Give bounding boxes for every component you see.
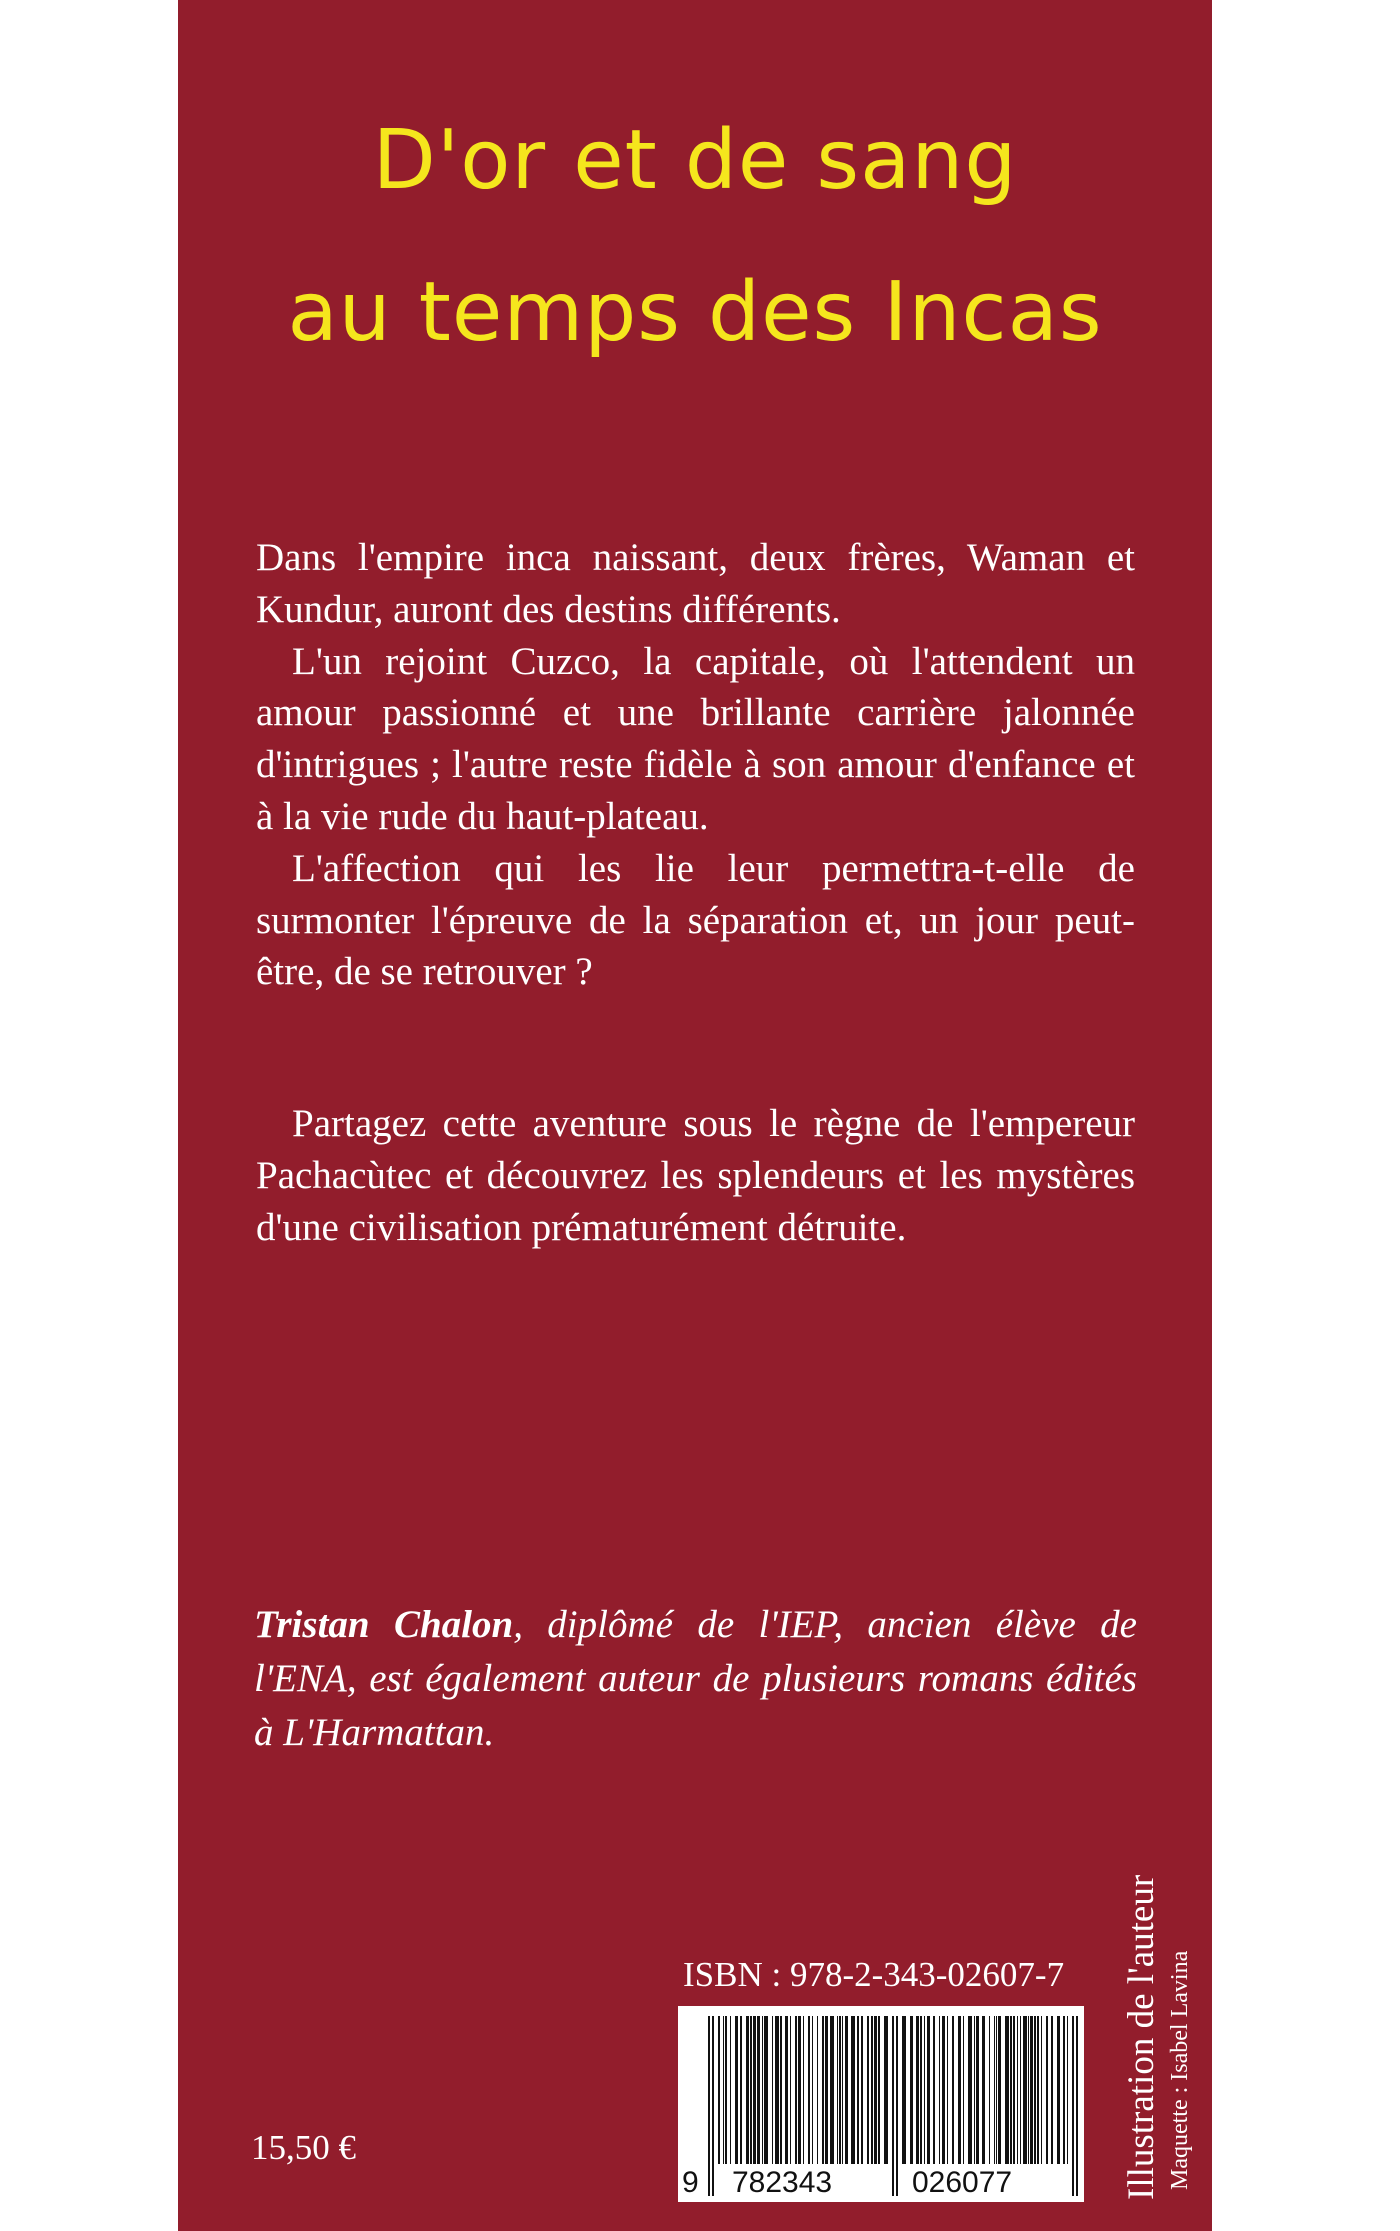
barcode-bar <box>798 2016 801 2164</box>
barcode-bar <box>740 2016 742 2164</box>
barcode-bar <box>772 2016 773 2164</box>
barcode-bar <box>976 2016 979 2164</box>
closing-paragraph: Partagez cette aventure sous le règne de l'empereur Pachacùtec et découvrez les splendeurs et les mystères d'une civilisation prématurément détruite. <box>256 1102 1135 1249</box>
author-name: Tristan Chalon <box>254 1603 514 1646</box>
barcode-bar <box>1057 2016 1060 2164</box>
barcode-bar <box>803 2016 804 2164</box>
barcode-bar <box>723 2016 724 2164</box>
barcode-bar <box>871 2016 873 2164</box>
barcode-bar <box>968 2016 972 2164</box>
barcode-bar <box>896 2016 898 2196</box>
barcode-bar <box>1067 2016 1068 2164</box>
barcode-bar <box>924 2016 925 2164</box>
book-back-cover <box>178 0 1212 2231</box>
barcode-bar <box>757 2016 760 2164</box>
barcode-bar <box>785 2016 788 2164</box>
barcode-bar <box>1028 2016 1029 2164</box>
barcode-bar <box>750 2016 752 2164</box>
barcode-bar <box>1010 2016 1012 2164</box>
barcode-bar <box>861 2016 863 2164</box>
barcode-bar <box>708 2016 710 2196</box>
barcode-bar <box>994 2016 995 2164</box>
barcode-bar <box>1020 2016 1021 2164</box>
barcode-bar <box>1017 2016 1018 2164</box>
barcode-bar <box>942 2016 945 2164</box>
barcode-bar <box>764 2016 768 2164</box>
summary-paragraph-3: L'affection qui les lie leur permettra-t-elle de surmonter l'épreuve de la séparation et, un jour peut-être, de se retrouver ? <box>256 846 1135 994</box>
barcode-bar <box>735 2016 738 2164</box>
isbn-barcode <box>678 2006 1084 2202</box>
barcode-bar <box>878 2016 880 2164</box>
barcode-bar <box>892 2016 894 2196</box>
barcode-bar <box>845 2016 848 2164</box>
barcode-bar <box>753 2016 756 2164</box>
barcode-bar <box>947 2016 948 2164</box>
barcode-bar <box>842 2016 843 2164</box>
barcode-bar <box>812 2016 813 2164</box>
barcode-bar <box>725 2016 727 2164</box>
illustration-credit: Illustration de l'auteur <box>1121 1874 1162 2200</box>
barcode-bar <box>927 2016 930 2164</box>
barcode-bar <box>1037 2016 1039 2164</box>
author-bio-text: , diplômé de l'IEP, ancien élève de l'ENA, est également auteur de plusieurs romans édités à L'Harmattan. <box>254 1603 1137 1754</box>
barcode-digits-right: 026077 <box>912 2166 1013 2199</box>
summary-paragraph-1: Dans l'empire inca naissant, deux frères, Waman et Kundur, auront des destins différents. <box>256 536 1135 631</box>
barcode-bar <box>746 2016 749 2164</box>
barcode-bar <box>780 2016 782 2164</box>
title-line-2: au temps des Incas <box>287 265 1103 360</box>
barcode-bar <box>762 2016 763 2164</box>
barcode-bar <box>839 2016 841 2164</box>
barcode-bar <box>775 2016 779 2164</box>
barcode-bar <box>1041 2016 1042 2164</box>
barcode-bar <box>1046 2016 1048 2164</box>
barcode-bar <box>910 2016 913 2164</box>
barcode-bar <box>996 2016 997 2164</box>
barcode-bar <box>817 2016 818 2164</box>
barcode-bar <box>916 2016 919 2164</box>
barcode-bar <box>1005 2016 1009 2164</box>
barcode-bar <box>963 2016 964 2164</box>
barcode-bar <box>989 2016 990 2164</box>
barcode-bar <box>902 2016 906 2164</box>
barcode-bar <box>837 2016 838 2164</box>
barcode-bar <box>874 2016 877 2164</box>
price: 15,50 € <box>251 2128 356 2167</box>
barcode-bar <box>952 2016 954 2164</box>
barcode-bar <box>974 2016 975 2164</box>
barcode-bar <box>851 2016 855 2164</box>
title-line-1: D'or et de sang <box>372 113 1018 208</box>
barcode-bar <box>933 2016 935 2164</box>
closing-text <box>256 1098 1135 1253</box>
barcode-bar <box>1051 2016 1053 2164</box>
barcode-bar <box>1013 2016 1015 2164</box>
barcode-bar <box>718 2016 720 2164</box>
barcode-bar <box>998 2016 1001 2164</box>
barcode-bar <box>1072 2016 1074 2196</box>
barcode-bar <box>920 2016 922 2164</box>
barcode-bar <box>884 2016 888 2164</box>
barcode-digits-left: 782343 <box>732 2166 833 2199</box>
barcode-bar <box>1023 2016 1027 2164</box>
barcode-bar <box>712 2016 714 2196</box>
author-bio <box>254 1598 1137 1760</box>
barcode-bar <box>857 2016 859 2164</box>
barcode-bar <box>790 2016 791 2164</box>
barcode-digit-prefix: 9 <box>682 2166 699 2199</box>
summary-paragraph-2: L'un rejoint Cuzco, la capitale, où l'attendent un amour passionné et une brillante carrière jalonnée d'intrigues ; l'autre reste fidèle à son amour d'enfance et à la vie rude du haut-plateau. <box>256 639 1135 838</box>
barcode-bar <box>830 2016 834 2164</box>
barcode-bar <box>982 2016 985 2164</box>
barcode-bar <box>1076 2016 1078 2196</box>
barcode-bar <box>1034 2016 1036 2164</box>
barcode-bar <box>808 2016 810 2164</box>
layout-credit: Maquette : Isabel Lavina <box>1167 1950 1193 2190</box>
barcode-bar <box>825 2016 828 2164</box>
barcode-bar <box>1030 2016 1033 2164</box>
summary-text <box>256 532 1135 998</box>
barcode-bar <box>958 2016 961 2164</box>
barcode-bar <box>822 2016 824 2164</box>
barcode-bar <box>867 2016 869 2164</box>
barcode-bar <box>1063 2016 1065 2164</box>
barcode-bar <box>795 2016 797 2164</box>
isbn-label: ISBN : 978-2-343-02607-7 <box>683 1955 1065 1994</box>
barcode-bar <box>939 2016 940 2164</box>
barcode-bar <box>730 2016 731 2164</box>
